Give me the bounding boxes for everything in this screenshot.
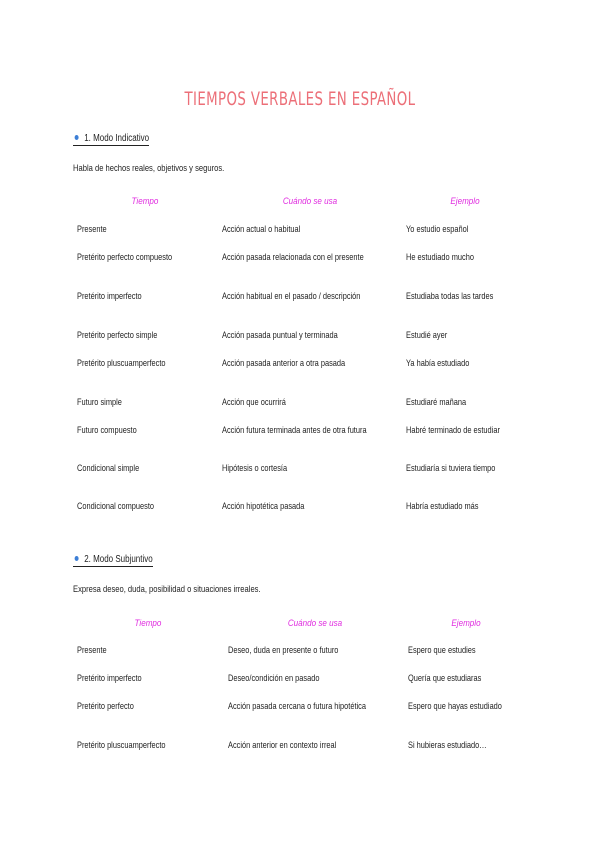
- table-cell: Espero que estudies: [408, 645, 476, 656]
- table-cell: Acción habitual en el pasado / descripción: [222, 291, 361, 302]
- section-intro-indicativo: Habla de hechos reales, objetivos y seguros.: [73, 163, 225, 174]
- document-title: TIEMPOS VERBALES EN ESPAÑOL: [184, 88, 416, 110]
- table-cell: Pretérito imperfecto: [77, 673, 142, 684]
- table-cell: Acción que ocurrirá: [222, 397, 286, 408]
- column-header-ejemplo: Ejemplo: [450, 196, 480, 207]
- column-header-ejemplo: Ejemplo: [451, 618, 481, 629]
- column-header-cuando: Cuándo se usa: [287, 618, 343, 629]
- table-cell: Pretérito pluscuamperfecto: [77, 740, 166, 751]
- section-heading-subjuntivo: 2. Modo Subjuntivo: [73, 554, 153, 567]
- table-cell: Acción pasada relacionada con el presente: [222, 252, 364, 263]
- table-cell: Acción hipotética pasada: [222, 501, 305, 512]
- table-cell: Pretérito pluscuamperfecto: [77, 358, 166, 369]
- table-cell: Estudiaré mañana: [406, 397, 467, 408]
- column-header-cuando: Cuándo se usa: [282, 196, 338, 207]
- section-heading-indicativo: 1. Modo Indicativo: [73, 133, 149, 146]
- table-cell: Acción anterior en contexto irreal: [228, 740, 337, 751]
- table-cell: Presente: [77, 645, 107, 656]
- table-cell: Pretérito perfecto: [77, 701, 134, 712]
- table-cell: Acción pasada puntual y terminada: [222, 330, 338, 341]
- table-cell: Si hubieras estudiado…: [408, 740, 487, 751]
- table-cell: Quería que estudiaras: [408, 673, 482, 684]
- table-cell: Futuro compuesto: [77, 425, 137, 436]
- table-cell: Ya había estudiado: [406, 358, 470, 369]
- table-cell: Estudié ayer: [406, 330, 448, 341]
- table-cell: Deseo/condición en pasado: [228, 673, 320, 684]
- section-intro-subjuntivo: Expresa deseo, duda, posibilidad o situaciones irreales.: [73, 584, 261, 595]
- table-cell: Pretérito perfecto compuesto: [77, 252, 173, 263]
- table-cell: Acción pasada anterior a otra pasada: [222, 358, 346, 369]
- table-cell: Futuro simple: [77, 397, 122, 408]
- bullet-icon: [75, 556, 79, 561]
- table-cell: Hipótesis o cortesía: [222, 463, 288, 474]
- table-cell: Acción futura terminada antes de otra futura: [222, 425, 367, 436]
- table-cell: Pretérito imperfecto: [77, 291, 142, 302]
- table-cell: Condicional simple: [77, 463, 140, 474]
- table-cell: Estudiaría si tuviera tiempo: [406, 463, 496, 474]
- table-cell: He estudiado mucho: [406, 252, 474, 263]
- column-header-tiempo: Tiempo: [134, 618, 162, 629]
- bullet-icon: [75, 135, 79, 140]
- table-cell: Condicional compuesto: [77, 501, 155, 512]
- table-cell: Yo estudio español: [406, 224, 469, 235]
- table-cell: Estudiaba todas las tardes: [406, 291, 494, 302]
- table-cell: Acción actual o habitual: [222, 224, 301, 235]
- table-cell: Habría estudiado más: [406, 501, 479, 512]
- table-cell: Espero que hayas estudiado: [408, 701, 502, 712]
- column-header-tiempo: Tiempo: [131, 196, 159, 207]
- table-cell: Presente: [77, 224, 107, 235]
- table-cell: Habré terminado de estudiar: [406, 425, 500, 436]
- table-cell: Pretérito perfecto simple: [77, 330, 158, 341]
- table-cell: Deseo, duda en presente o futuro: [228, 645, 339, 656]
- table-cell: Acción pasada cercana o futura hipotética: [228, 701, 366, 712]
